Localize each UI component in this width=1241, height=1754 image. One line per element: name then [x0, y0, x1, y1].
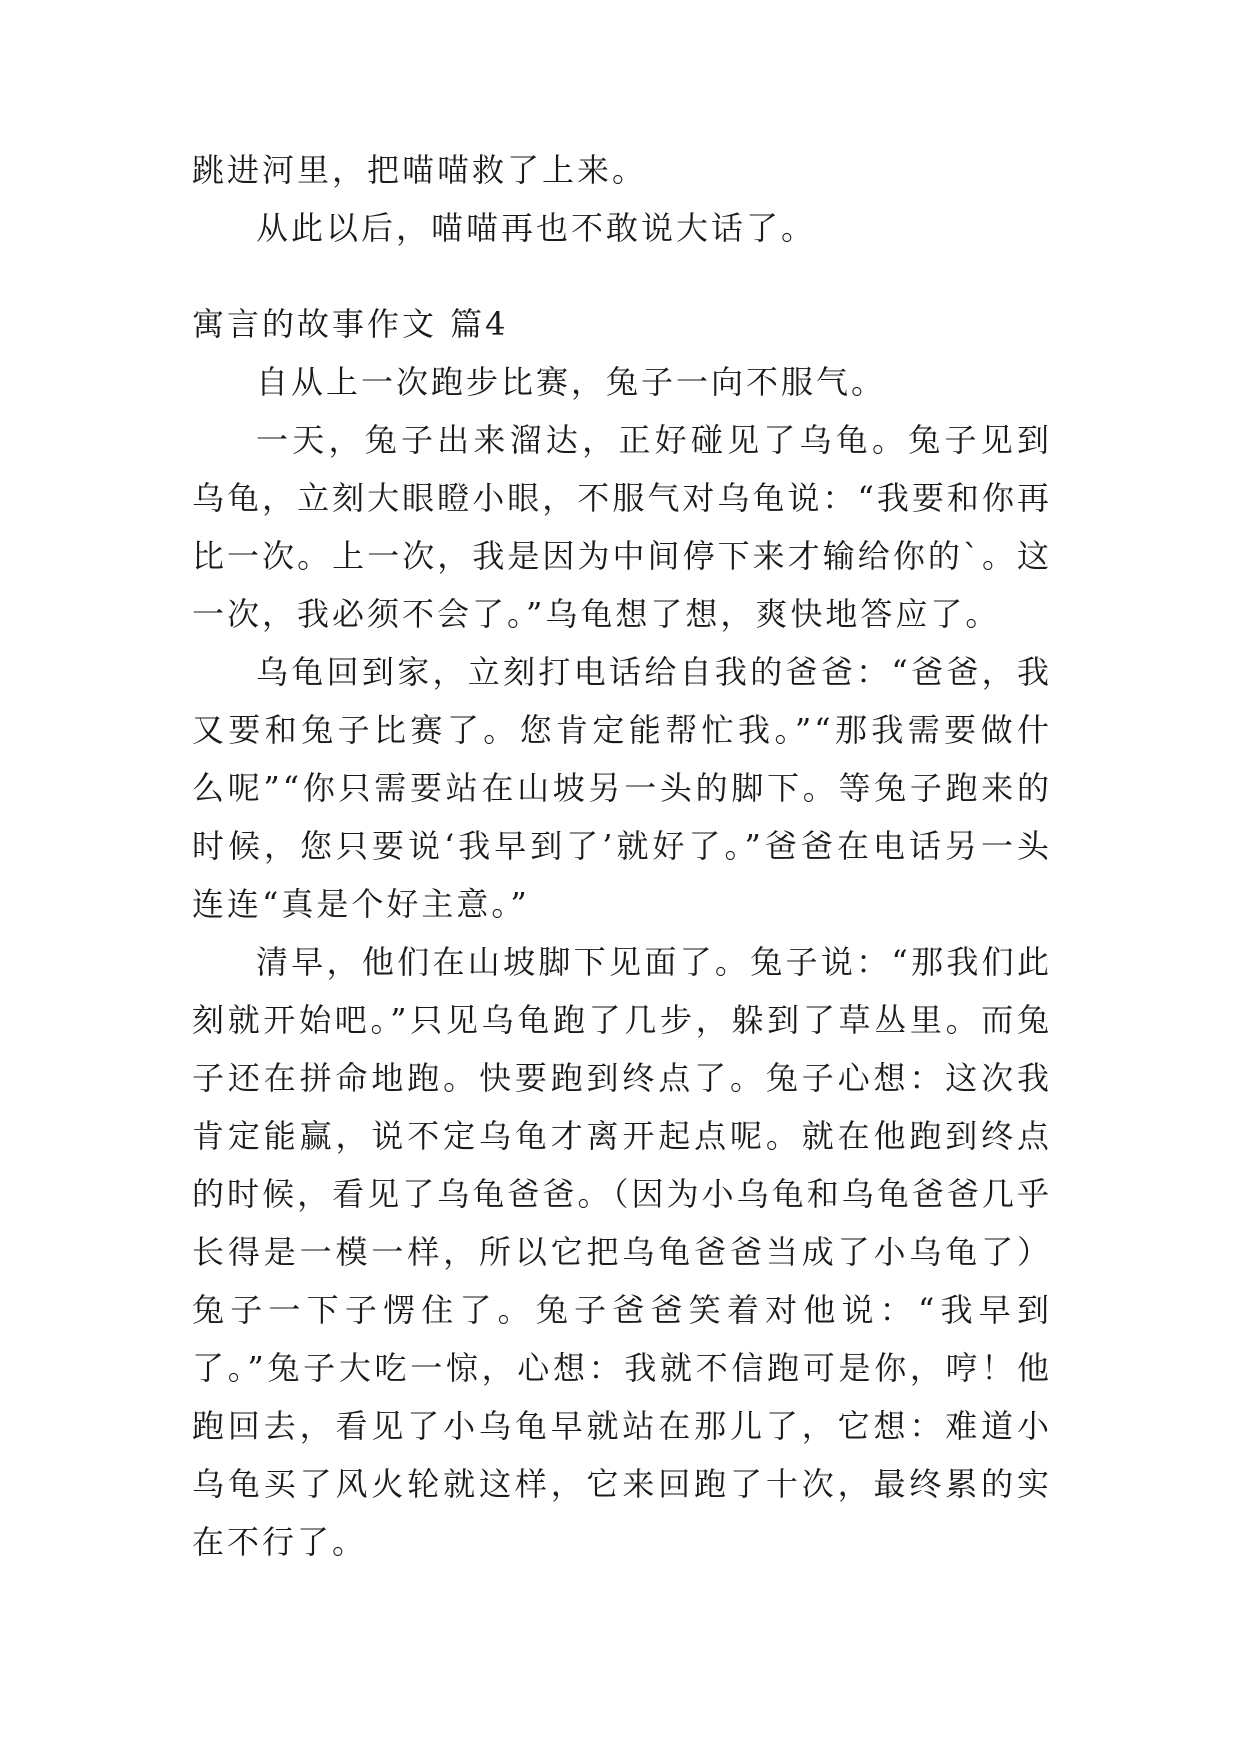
paragraph-continuation: 跳进河里，把喵喵救了上来。 — [192, 151, 648, 189]
paragraph: 清早，他们在山坡脚下见面了。兔子说：“那我们此刻就开始吧。”只见乌龟跑了几步，躲到了草丛里。而兔子还在拼命地跑。快要跑到终点了。兔子心想：这次我肯定能赢，说不定乌龟才离开起点呢。就在他跑到终点的时候，看见了乌龟爸爸。（因为小乌龟和乌龟爸爸几乎长得是一模一样，所以它把乌龟爸爸当成了小乌龟了）兔子一下子愣住了。兔子爸爸笑着对他说：“我早到了。”兔子大吃一惊，心想：我就不信跑可是你，哼！他跑回去，看见了小乌龟早就站在那儿了，它想：难道小乌龟买了风火轮就这样，它来回跑了十次，最终累的实在不行了。 — [192, 943, 1052, 1561]
section-gap — [192, 257, 1052, 295]
paragraph: 自从上一次跑步比赛，兔子一向不服气。 — [256, 363, 887, 401]
paragraph: 乌龟回到家，立刻打电话给自我的爸爸：“爸爸，我又要和兔子比赛了。您肯定能帮忙我。”“那我需要做什么呢”“你只需要站在山坡另一头的脚下。等兔子跑来的时候，您只要说‘我早到了’就好了。”爸爸在电话另一头连连“真是个好主意。” — [192, 653, 1052, 923]
paragraph: 一天，兔子出来溜达，正好碰见了乌龟。兔子见到乌龟，立刻大眼瞪小眼，不服气对乌龟说：“我要和你再比一次。上一次，我是因为中间停下来才输给你的`。这一次，我必须不会了。”乌龟想了想，爽快地答应了。 — [192, 421, 1052, 633]
section-heading: 寓言的故事作文 篇4 — [192, 305, 509, 343]
paragraph: 从此以后，喵喵再也不敢说大话了。 — [256, 209, 817, 247]
document-body — [192, 141, 1052, 1571]
